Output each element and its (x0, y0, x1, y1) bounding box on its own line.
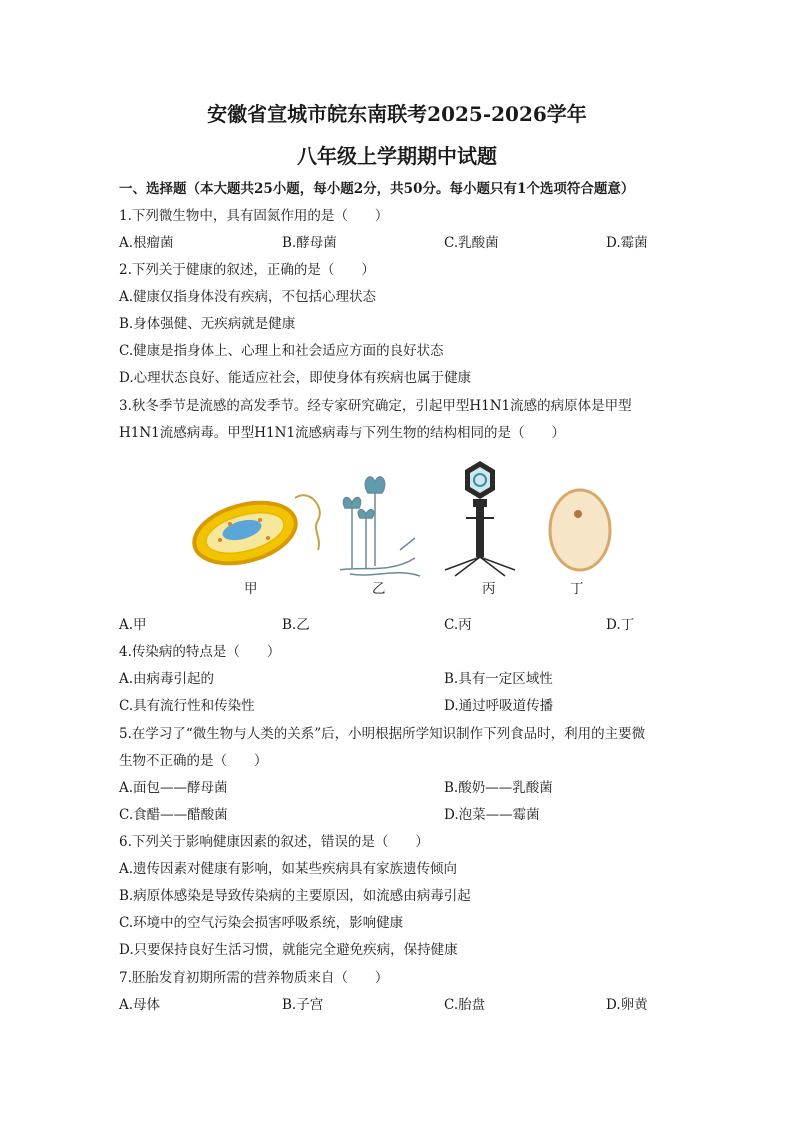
q5-stem-line1: 5.在学习了“微生物与人类的关系”后，小明根据所学知识制作下列食品时，利用的主要微 (119, 726, 646, 742)
figure-label-bing: 丙 (482, 581, 496, 597)
q5-option-a: A.面包——酵母菌 (119, 780, 228, 796)
q5-option-c: C.食醋——醋酸菌 (119, 807, 228, 823)
q6-stem: 6.下列关于影响健康因素的叙述，错误的是（ ） (119, 834, 429, 850)
figure-label-jia: 甲 (244, 581, 258, 597)
q1-option-b: B.酵母菌 (282, 235, 337, 251)
q2-option-b: B.身体强健、无疾病就是健康 (119, 316, 296, 332)
q7-option-c: C.胎盘 (444, 997, 486, 1013)
q3-option-b: B.乙 (282, 617, 310, 633)
mold-icon (340, 477, 420, 576)
q3-option-c: C.丙 (444, 617, 472, 633)
figure-label-ding: 丁 (570, 581, 584, 597)
q5-option-b: B.酸奶——乳酸菌 (444, 780, 553, 796)
q1-option-d: D.霉菌 (606, 235, 648, 251)
q6-option-a: A.遗传因素对健康有影响，如某些疾病具有家族遗传倾向 (119, 861, 458, 877)
q4-option-a: A.由病毒引起的 (119, 671, 215, 687)
bacteriophage-icon (445, 461, 515, 576)
q1-option-c: C.乳酸菌 (444, 235, 499, 251)
exam-title-line2: 八年级上学期期中试题 (297, 144, 497, 168)
q1-option-a: A.根瘤菌 (119, 235, 174, 251)
q4-option-d: D.通过呼吸道传播 (444, 698, 554, 714)
q6-option-d: D.只要保持良好生活习惯，就能完全避免疾病，保持健康 (119, 942, 458, 958)
q3-stem-line2: H1N1流感病毒。甲型H1N1流感病毒与下列生物的结构相同的是（ ） (119, 425, 566, 441)
q7-option-b: B.子宫 (282, 997, 324, 1013)
figure-label-yi: 乙 (372, 581, 386, 597)
q6-option-b: B.病原体感染是导致传染病的主要原因，如流感由病毒引起 (119, 888, 471, 904)
q4-stem: 4.传染病的特点是（ ） (119, 644, 281, 660)
q7-option-d: D.卵黄 (606, 997, 648, 1013)
q6-option-c: C.环境中的空气污染会损害呼吸系统，影响健康 (119, 915, 404, 931)
q3-option-a: A.甲 (119, 617, 147, 633)
q7-option-a: A.母体 (119, 997, 161, 1013)
q3-stem-line1: 3.秋冬季节是流感的高发季节。经专家研究确定，引起甲型H1N1流感的病原体是甲型 (119, 398, 632, 414)
q5-stem-line2: 生物不正确的是（ ） (119, 753, 268, 769)
q1-stem: 1.下列微生物中，具有固氮作用的是（ ） (119, 208, 389, 224)
q4-option-c: C.具有流行性和传染性 (119, 698, 255, 714)
q2-option-c: C.健康是指身体上、心理上和社会适应方面的良好状态 (119, 343, 444, 359)
q2-stem: 2.下列关于健康的叙述，正确的是（ ） (119, 262, 375, 278)
q4-option-b: B.具有一定区域性 (444, 671, 553, 687)
exam-title-line1: 安徽省宣城市皖东南联考2025-2026学年 (207, 102, 587, 126)
yeast-cell-icon (550, 490, 610, 570)
q5-option-d: D.泡菜——霉菌 (444, 807, 540, 823)
bacterium-icon (190, 492, 320, 573)
q2-option-a: A.健康仅指身体没有疾病，不包括心理状态 (119, 289, 377, 305)
q3-option-d: D.丁 (606, 617, 635, 633)
q2-option-d: D.心理状态良好、能适应社会，即使身体有疾病也属于健康 (119, 370, 472, 386)
q7-stem: 7.胚胎发育初期所需的营养物质来自（ ） (119, 970, 389, 986)
section-heading: 一、选择题（本大题共25小题，每小题2分，共50分。每小题只有1个选项符合题意） (119, 181, 635, 197)
